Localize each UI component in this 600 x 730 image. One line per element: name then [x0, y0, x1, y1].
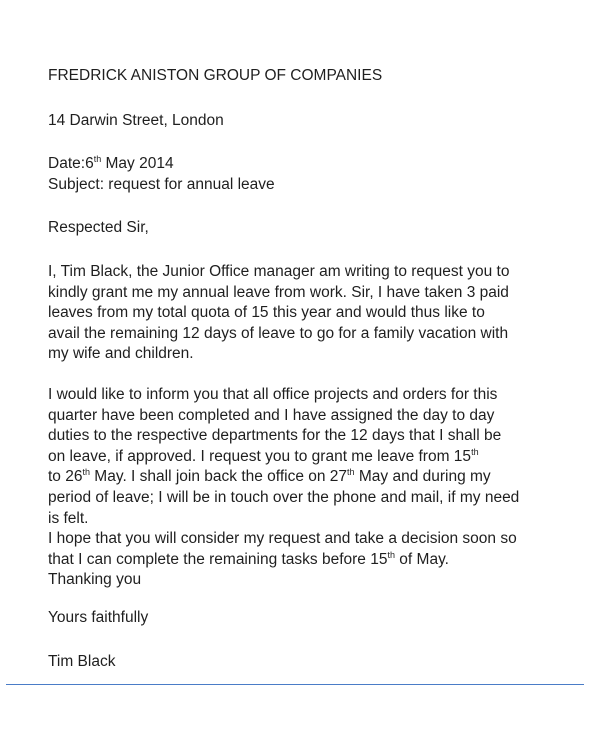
- ordinal-suffix: th: [387, 549, 395, 560]
- date-line: [48, 154, 174, 175]
- paragraph-line: [48, 550, 517, 571]
- paragraph-line: I would like to inform you that all office projects and orders for this: [48, 386, 498, 403]
- date-label: Date:: [48, 155, 86, 172]
- salutation: Respected Sir,: [48, 219, 149, 236]
- paragraph-line: my wife and children.: [48, 345, 194, 363]
- paragraph-3: [48, 529, 517, 591]
- paragraph-2: [48, 385, 519, 529]
- subject-line: Subject: request for annual leave: [48, 176, 275, 193]
- paragraph-line: [48, 467, 519, 488]
- text-segment: on leave, if approved. I request you to grant me leave from 15: [48, 447, 472, 465]
- footer-divider: [6, 684, 584, 685]
- text-segment: to 26: [48, 468, 83, 486]
- paragraph-line: leaves from my total quota of 15 this year and would thus like to: [48, 304, 485, 322]
- ordinal-suffix: th: [471, 446, 479, 457]
- paragraph-line: [48, 447, 519, 468]
- signature-name: Tim Black: [48, 653, 116, 670]
- date-rest: May 2014: [101, 155, 174, 172]
- paragraph-line: Thanking you: [48, 571, 142, 589]
- date-suffix: th: [93, 154, 102, 164]
- paragraph-line: period of leave; I will be in touch over the phone and mail, if my need: [48, 488, 520, 506]
- closing: Yours faithfully: [48, 609, 149, 626]
- address: 14 Darwin Street, London: [48, 112, 224, 129]
- paragraph-1: [48, 262, 509, 365]
- paragraph-line: I, Tim Black, the Junior Office manager am writing to request you to: [48, 263, 510, 280]
- paragraph-line: kindly grant me my annual leave from work. Sir, I have taken 3 paid: [48, 283, 509, 301]
- ordinal-suffix: th: [82, 467, 90, 478]
- ordinal-suffix: th: [347, 467, 355, 478]
- company-name: FREDRICK ANISTON GROUP OF COMPANIES: [48, 67, 383, 84]
- text-segment: May and during my: [354, 468, 491, 486]
- paragraph-line: quarter have been completed and I have assigned the day to day: [48, 406, 495, 424]
- text-segment: May. I shall join back the office on 27: [90, 468, 348, 486]
- text-segment: that I can complete the remaining tasks before 15: [48, 550, 388, 568]
- paragraph-line: duties to the respective departments for the 12 days that I shall be: [48, 427, 502, 445]
- paragraph-line: is felt.: [48, 509, 89, 527]
- date-day: 6: [85, 155, 94, 172]
- text-segment: of May.: [395, 550, 449, 568]
- paragraph-line: avail the remaining 12 days of leave to go for a family vacation with: [48, 324, 509, 342]
- paragraph-line: I hope that you will consider my request and take a decision soon so: [48, 530, 517, 547]
